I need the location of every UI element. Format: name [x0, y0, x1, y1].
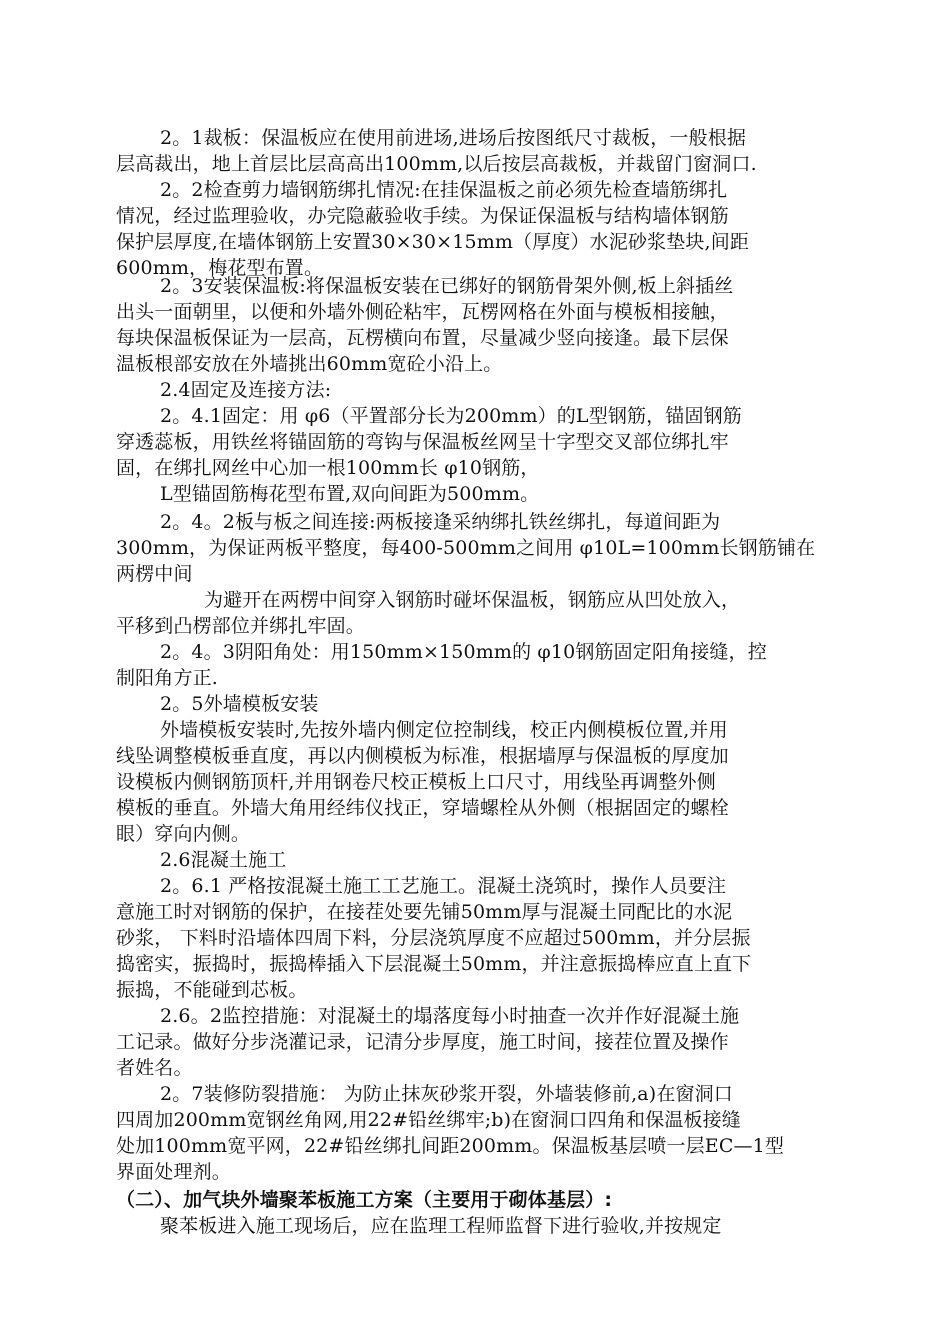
text-line: 四周加200mm宽钢丝角网,用22#铅丝绑牢;b)在窗洞口四角和保温板接缝: [116, 1109, 741, 1131]
text-line: 2.6。2监控措施：对混凝土的塌落度每小时抽查一次并作好混凝土施: [160, 1005, 740, 1027]
text-line: 2.4固定及连接方法:: [160, 379, 332, 401]
text-line: 2。3安装保温板:将保温板安装在已绑好的钢筋骨架外侧,板上斜插丝: [160, 275, 734, 297]
text-line: 平移到凸楞部位并绑扎牢固。: [116, 615, 365, 637]
text-line: 2。6.1 严格按混凝土施工工艺施工。混凝土浇筑时，操作人员要注: [160, 875, 727, 897]
text-line: 界面处理剂。: [116, 1161, 231, 1183]
text-line: 聚苯板进入施工现场后，应在监理工程师监督下进行验收,并按规定: [160, 1215, 722, 1237]
text-line: 振捣，不能碰到芯板。: [116, 979, 308, 1001]
section-heading: （二）、加气块外墙聚苯板施工方案（主要用于砌体基层）:: [116, 1189, 613, 1211]
text-line: 模板的垂直。外墙大角用经纬仪找正，穿墙螺栓从外侧（根据固定的螺栓: [116, 797, 729, 819]
text-line: 层高裁出，地上首层比层高高出100mm,以后按层高裁板，并裁留门窗洞口.: [116, 153, 757, 175]
text-line: 处加100mm宽平网，22#铅丝绑扎间距200mm。保温板基层喷一层EC—1型: [116, 1135, 785, 1157]
text-line: 2.6混凝土施工: [160, 849, 287, 871]
text-line: 2。5外墙模板安装: [160, 693, 319, 715]
text-line: 2。1裁板：保温板应在使用前进场,进场后按图纸尺寸裁板，一般根据: [160, 127, 747, 149]
text-line: 2。4.1固定：用 φ6（平置部分长为200mm）的L型钢筋，锚固钢筋: [160, 405, 742, 427]
text-line: 2。4。3阴阳角处：用150mm×150mm的 φ10钢筋固定阳角接缝，控: [160, 641, 767, 663]
text-line: 眼）穿向内侧。: [116, 823, 251, 845]
text-line: 2。4。2板与板之间连接:两板接逢采纳绑扎铁丝绑扎，每道间距为: [160, 511, 721, 533]
text-line: 穿透蕊板，用铁丝将锚固筋的弯钩与保温板丝网呈十字型交叉部位绑扎牢: [116, 431, 729, 453]
text-line: L型锚固筋梅花型布置,双向间距为500mm。: [160, 483, 540, 505]
text-line: 制阳角方正.: [116, 667, 218, 689]
text-line: 者姓名。: [116, 1057, 193, 1079]
text-line: 外墙模板安装时,先按外墙内侧定位控制线，校正内侧模板位置,并用: [160, 719, 728, 741]
text-line: 线坠调整模板垂直度，再以内侧模板为标准，根据墙厚与保温板的厚度加: [116, 745, 729, 767]
text-line: 两楞中间: [116, 563, 193, 585]
text-line: 600mm，梅花型布置。: [116, 257, 324, 279]
text-line: 2。7装修防裂措施： 为防止抹灰砂浆开裂，外墙装修前,a)在窗洞口: [160, 1083, 733, 1105]
text-line: 保护层厚度,在墙体钢筋上安置30×30×15mm（厚度）水泥砂浆垫块,间距: [116, 231, 750, 253]
text-line: 情况，经过监理验收，办完隐蔽验收手续。为保证保温板与结构墙体钢筋: [116, 205, 729, 227]
text-line: 为避开在两楞中间穿入钢筋时碰坏保温板，钢筋应从凹处放入，: [204, 589, 741, 611]
text-line: 捣密实，振捣时，振捣棒插入下层混凝土50mm，并注意振捣棒应直上直下: [116, 953, 752, 975]
text-line: 意施工时对钢筋的保护，在接茬处要先铺50mm厚与混凝土同配比的水泥: [116, 901, 733, 923]
text-line: 工记录。做好分步浇灌记录，记清分步厚度，施工时间，接茬位置及操作: [116, 1031, 729, 1053]
text-line: 300mm，为保证两板平整度，每400-500mm之间用 φ10L=100mm长钢筋铺在: [116, 537, 816, 559]
text-line: 出头一面朝里，以便和外墙外侧砼粘牢，瓦楞网格在外面与模板相接触，: [116, 301, 729, 323]
text-line: 设模板内侧钢筋顶杆,并用钢卷尺校正模板上口尺寸，用线坠再调整外侧: [116, 771, 716, 793]
text-line: 固，在绑扎网丝中心加一根100mm长 φ10钢筋，: [116, 457, 540, 479]
text-line: 每块保温板保证为一层高，瓦楞横向布置，尽量减少竖向接逢。最下层保: [116, 327, 729, 349]
text-line: 温板根部安放在外墙挑出60mm宽砼小沿上。: [116, 353, 503, 375]
text-line: 砂浆， 下料时沿墙体四周下料，分层浇筑厚度不应超过500mm，并分层振: [116, 927, 751, 949]
text-line: 2。2检查剪力墙钢筋绑扎情况:在挂保温板之前必须先检查墙筋绑扎: [160, 179, 728, 201]
